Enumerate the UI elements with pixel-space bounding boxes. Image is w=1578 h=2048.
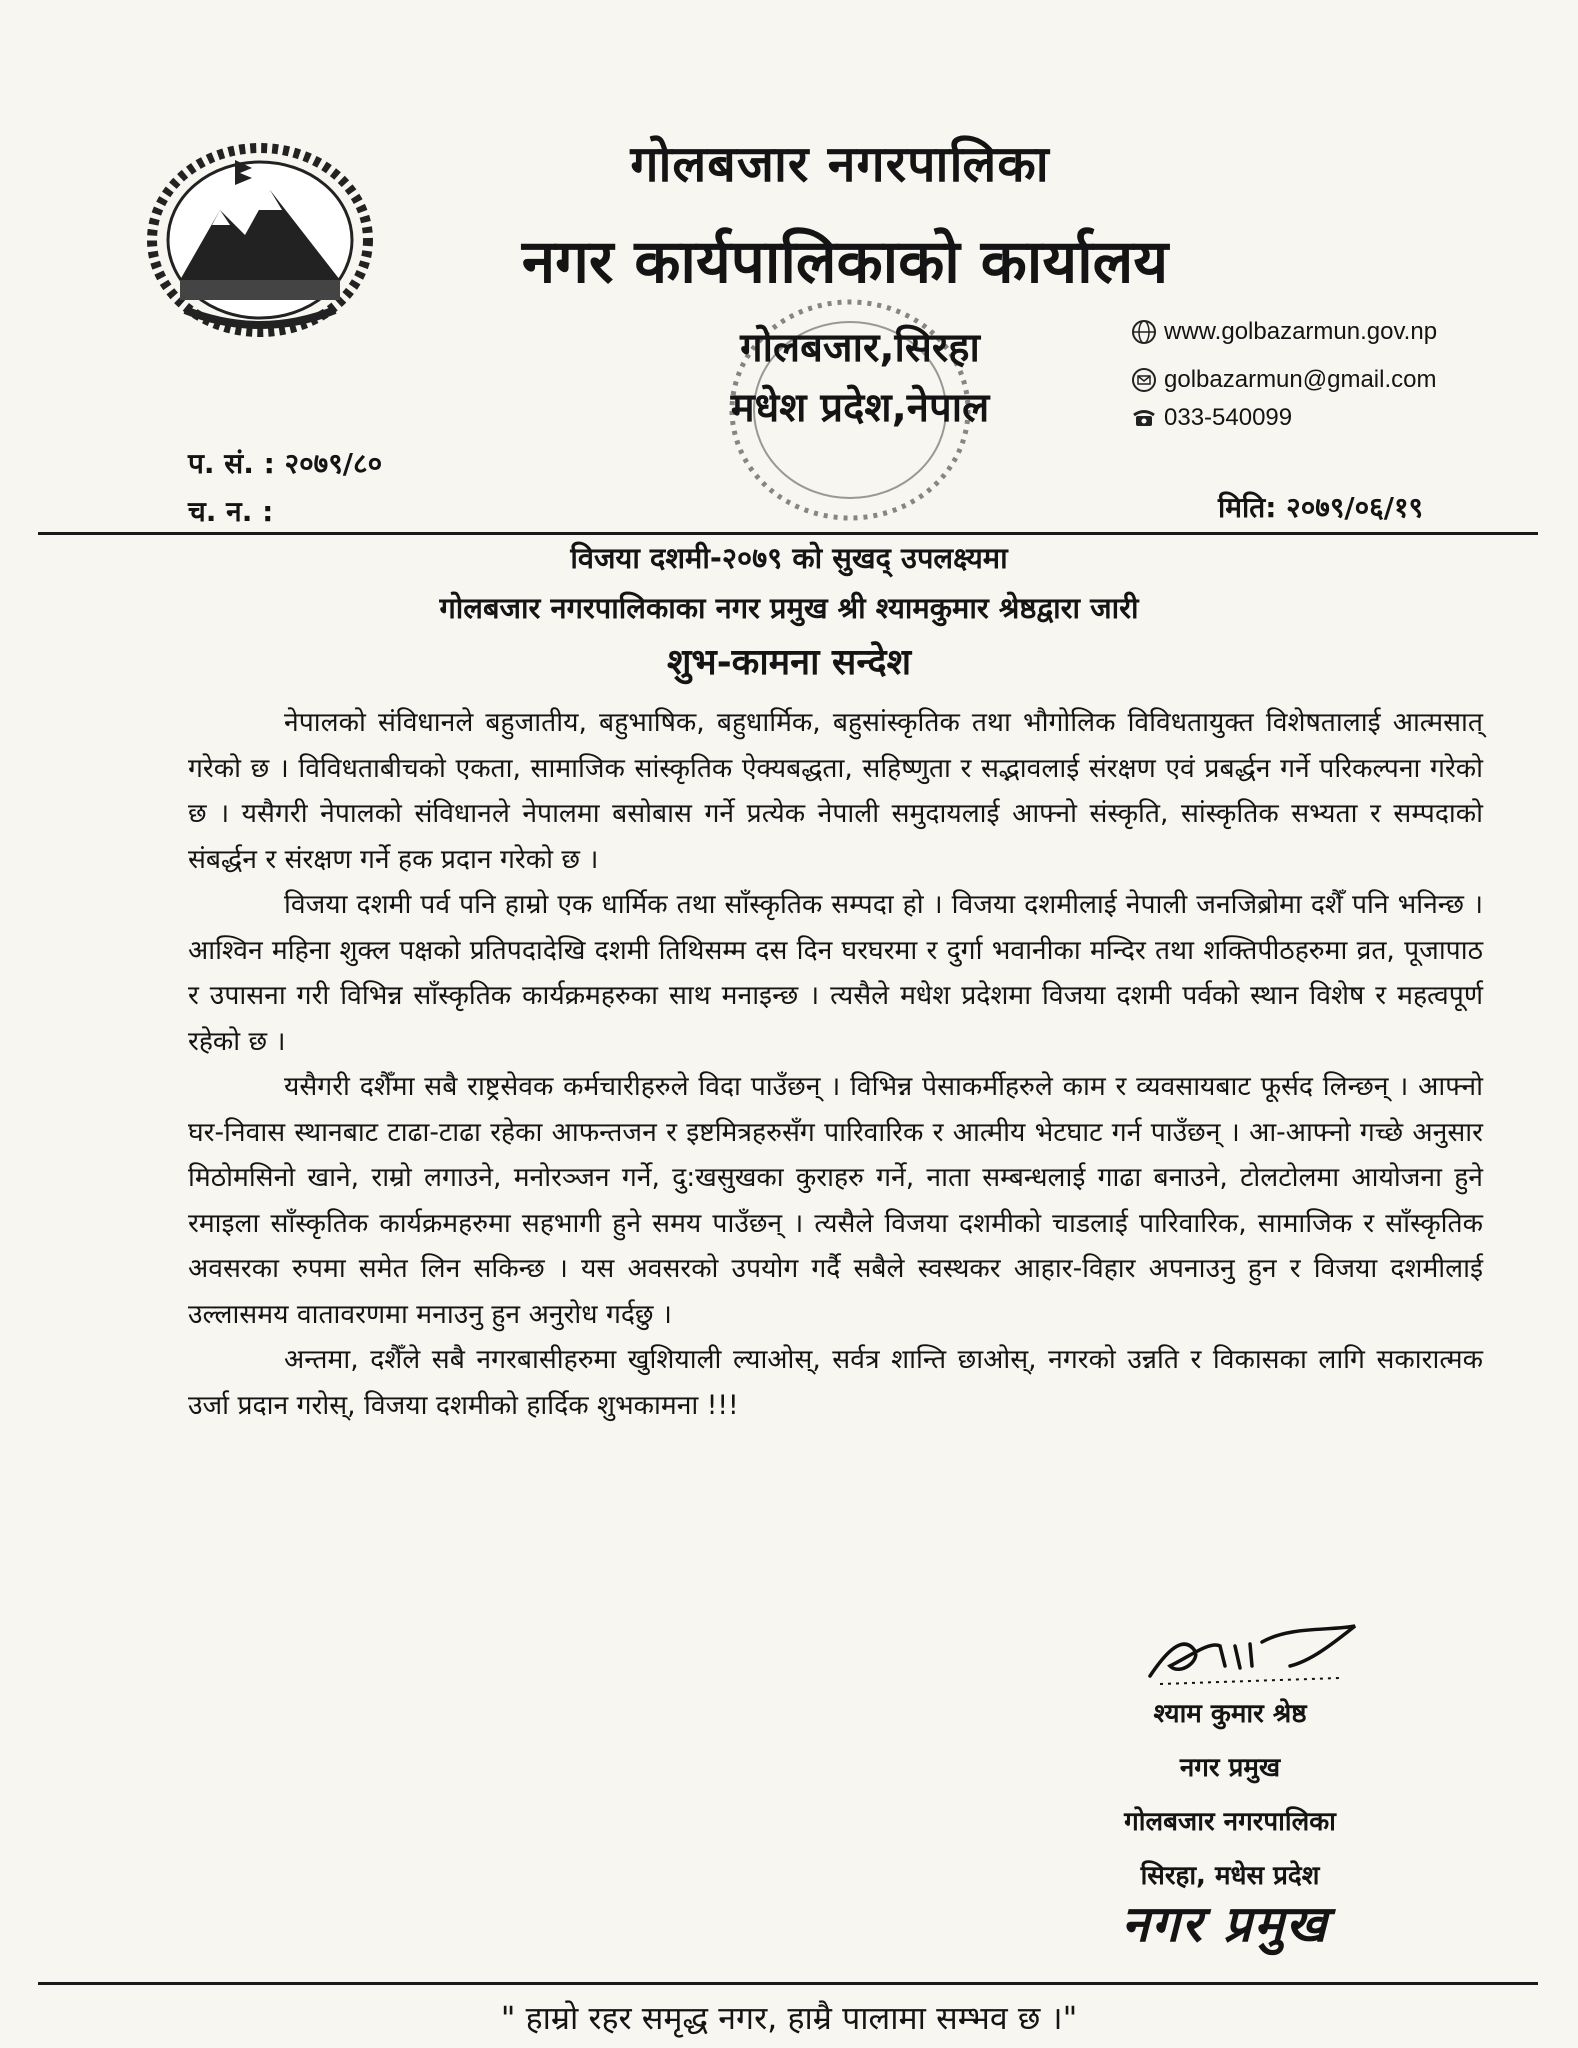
dispatch-number: च. न. : — [188, 495, 274, 528]
office-address-line2: मधेश प्रदेश,नेपाल — [730, 385, 990, 431]
phone-contact — [1130, 404, 1292, 432]
signatory-designation: नगर प्रमुख — [1179, 1753, 1281, 1783]
body-paragraph: यसैगरी दशैँमा सबै राष्ट्रसेवक कर्मचारीहरुले विदा पाउँछन् । विभिन्न पेसाकर्मीहरुले काम र व्यवसायबाट फूर्सद लिन्छन् । आफ्नो घर-निवास स्थानबाट टाढा-टाढा रहेका आफन्तजन र इष्टमित्रहरुसँग पारिवारिक र आत्मीय भेटघाट गर्न पाउँछन् । आ-आफ्नो गच्छे अनुसार मिठोमसिनो खाने, राम्रो लगाउने, मनोरञ्जन गर्ने, दु:खसुखका कुराहरु गर्ने, नाता सम्बन्धलाई गाढा बनाउने, टोलटोलमा आयोजना हुने रमाइला साँस्कृतिक कार्यक्रमहरुमा सहभागी हुने समय पाउँछन् । त्यसैले विजया दशमीको चाडलाई पारिवारिक, सामाजिक र साँस्कृतिक अवसरका रुपमा समेत लिन सकिन्छ । यस अवसरको उपयोग गर्दै सबैले स्वस्थकर आहार-विहार अपनाउनु हुन र विजया दशमीलाई उल्लासमय वातावरणमा मनाउनु हुन अनुरोध गर्दछु । — [188, 1071, 1483, 1330]
designation-stamp: नगर प्रमुख — [1121, 1895, 1329, 1953]
letter-body — [188, 700, 1483, 1428]
website-link[interactable]: www.golbazarmun.gov.np — [1164, 318, 1438, 345]
footer-motto: " हाम्रो रहर समृद्ध नगर, हाम्रै पालामा सम्भव छ ।" — [500, 1999, 1078, 2037]
government-emblem-icon — [140, 140, 380, 340]
email-contact — [1130, 366, 1436, 394]
signatory-location: सिरहा, मधेस प्रदेश — [1140, 1861, 1320, 1891]
municipality-name: गोलबजार नगरपालिका — [630, 135, 1050, 193]
message-title: शुभ-कामना सन्देश — [666, 642, 912, 683]
phone-number: 033-540099 — [1164, 404, 1293, 431]
office-name: नगर कार्यपालिकाको कार्यालय — [521, 227, 1169, 297]
letter-date: मिति: २०७९/०६/१९ — [1218, 491, 1424, 524]
email-icon — [1130, 366, 1158, 394]
body-paragraph: विजया दशमी पर्व पनि हाम्रो एक धार्मिक तथा साँस्कृतिक सम्पदा हो । विजया दशमीलाई नेपाली जनजिब्रोमा दशैँ पनि भनिन्छ । आश्विन महिना शुक्ल पक्षको प्रतिपदादेखि दशमी तिथिसम्म दस दिन घरघरमा र दुर्गा भवानीका मन्दिर तथा शक्तिपीठहरुमा व्रत, पूजापाठ र उपासना गरी विभिन्न साँस्कृतिक कार्यक्रमहरुका साथ मनाइन्छ । त्यसैले मधेश प्रदेशमा विजया दशमी पर्वको स्थान विशेष र महत्वपूर्ण रहेको छ । — [188, 889, 1483, 1057]
reference-number: प. सं. : २०७९/८० — [188, 447, 383, 480]
body-paragraph: नेपालको संविधानले बहुजातीय, बहुभाषिक, बहुधार्मिक, बहुसांस्कृतिक तथा भौगोलिक विविधतायुक्त विशेषतालाई आत्मसात् गरेको छ । विविधताबीचको एकता, सामाजिक सांस्कृतिक ऐक्यबद्धता, सहिष्णुता र सद्भावलाई संरक्षण एवं प्रबर्द्धन गर्ने परिकल्पना गरेको छ । यसैगरी नेपालको संविधानले नेपालमा बसोबास गर्ने प्रत्येक नेपाली समुदायलाई आफ्नो संस्कृति, सांस्कृतिक सभ्यता र सम्पदाको संबर्द्धन र संरक्षण गर्ने हक प्रदान गरेको छ । — [188, 707, 1483, 875]
email-link[interactable]: golbazarmun@gmail.com — [1164, 366, 1437, 393]
signatory-name: श्याम कुमार श्रेष्ठ — [1153, 1699, 1307, 1729]
subject-line-1: विजया दशमी-२०७९ को सुखद् उपलक्ष्यमा — [570, 541, 1008, 575]
footer-divider — [38, 1982, 1538, 1985]
body-paragraph: अन्तमा, दशैँले सबै नगरबासीहरुमा खुशियाली ल्याओस्, सर्वत्र शान्ति छाओस्, नगरको उन्नति र विकासका लागि सकारात्मक उर्जा प्रदान गरोस्, विजया दशमीको हार्दिक शुभकामना !!! — [188, 1344, 1483, 1421]
phone-icon — [1130, 404, 1158, 432]
header-divider — [38, 532, 1538, 535]
signatory-organization: गोलबजार नगरपालिका — [1124, 1807, 1336, 1837]
office-address-line1: गोलबजार,सिरहा — [740, 325, 980, 371]
handwritten-signature — [1140, 1606, 1370, 1696]
subject-line-2: गोलबजार नगरपालिकाका नगर प्रमुख श्री श्यामकुमार श्रेष्ठद्वारा जारी — [439, 591, 1139, 625]
website-contact — [1130, 318, 1437, 346]
globe-icon — [1130, 318, 1158, 346]
